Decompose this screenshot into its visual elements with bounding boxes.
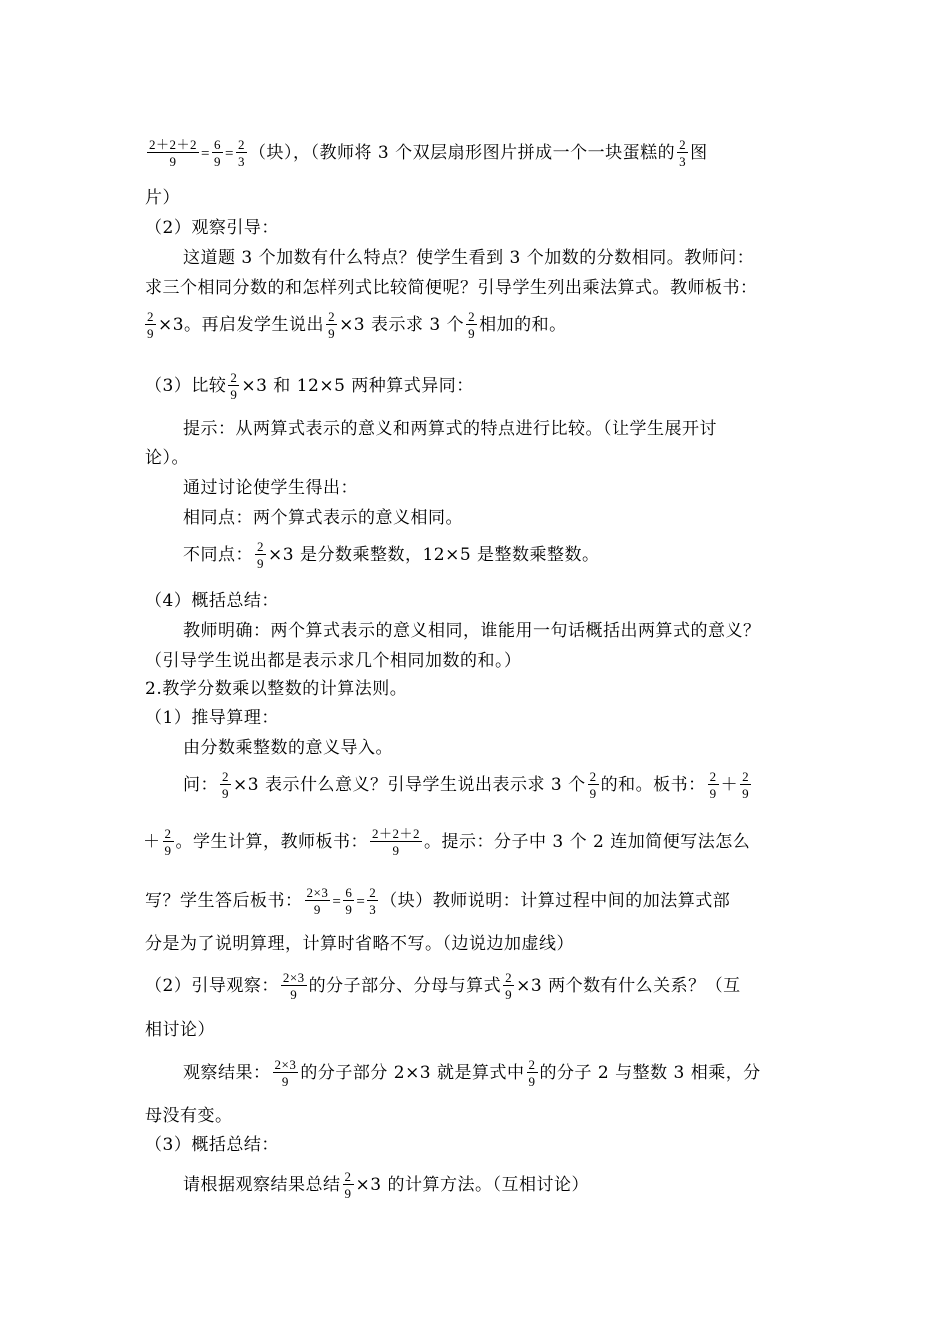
equals-sign: = [224,146,234,162]
fraction [677,138,688,169]
denominator: 9 [505,987,513,1002]
text-run: （4）概括总结： [145,591,279,611]
text-line [183,1170,589,1201]
text-run: 相同点：两个算式表示的意义相同。 [183,508,463,528]
denominator: 9 [345,902,353,917]
numerator: 2 [528,1057,536,1072]
text-run: 的分子部分、分母与算式 [308,976,502,996]
text-line [183,540,600,571]
text-run: （引导学生说出都是表示求几个相同加数的和。） [145,651,522,671]
numerator: 2 [237,137,245,152]
text-line [143,827,750,858]
denominator: 9 [709,786,717,801]
fraction [466,310,477,341]
plus-sign: ＋ [720,775,739,795]
fraction [163,827,174,858]
denominator: 9 [273,1072,299,1089]
denominator: 9 [281,985,307,1002]
denominator: 9 [742,786,750,801]
text-run: ×3 表示求 3 个 [339,315,465,335]
denominator: 9 [213,154,221,169]
text-run: ×3 和 12×5 两种算式异同： [241,376,474,396]
fraction [503,971,514,1002]
equals-sign: = [332,894,342,910]
numerator: 2 [709,769,717,784]
text-run: 不同点： [183,545,253,565]
fraction [343,886,354,917]
text-line [145,187,180,209]
numerator: 2 [468,309,476,324]
text-line [183,418,717,440]
numerator: 2 [589,769,597,784]
text-run: 的分子 2 与整数 3 相乘，分 [539,1063,761,1083]
text-line [145,886,730,917]
text-run: 论）。 [145,448,189,468]
text-run: 通过讨论使学生得出： [183,478,358,498]
text-run: 。提示：分子中 3 个 2 连加简便写法怎么 [424,832,751,852]
denominator: 3 [237,154,245,169]
plus-sign: ＋ [143,832,161,852]
text-line [183,737,393,759]
numerator: 6 [345,885,353,900]
fraction [343,1170,354,1201]
text-run: ×3 是分数乘整数，12×5 是整数乘整数。 [268,545,600,565]
text-run: 求三个相同分数的和怎样列式比较简便呢？引导学生列出乘法算式。教师板书： [145,278,758,298]
equals-sign: = [201,146,210,162]
numerator: 2 [679,137,687,152]
text-line [145,933,574,955]
denominator: 9 [468,326,476,341]
text-run: 相加的和。 [479,315,567,335]
numerator: 2 [222,769,229,784]
text-run: 提示：从两算式表示的意义和两算式的特点进行比较。（让学生展开讨 [183,419,717,439]
text-line [145,1105,233,1127]
fraction [273,1058,299,1089]
fraction [220,770,231,801]
numerator: 2 [230,370,238,385]
numerator: 2 [369,885,377,900]
numerator: 2 [505,970,513,985]
numerator: 2 [328,309,336,324]
text-run: 观察结果： [183,1063,271,1083]
fraction [367,886,378,917]
numerator: 6 [213,137,221,152]
numerator: 2 [164,826,172,841]
fraction [255,540,266,571]
denominator: 9 [222,786,229,801]
numerator: 2＋2＋2 [149,137,198,152]
text-run: ×3 的计算方法。（互相讨论） [355,1175,589,1195]
denominator: 9 [147,326,154,341]
text-line [183,620,761,642]
text-run: （2）观察引导： [145,218,279,238]
fraction [740,770,751,801]
text-run: 的分子部分 2×3 就是算式中 [300,1063,525,1083]
text-run: ×3。再启发学生说出 [158,315,325,335]
denominator: 3 [369,902,377,917]
section-heading [145,707,279,729]
text-run: （块），（教师将 3 个双层扇形图片拼成一个一块蛋糕的 [248,143,676,163]
denominator: 9 [344,1186,352,1201]
text-line [183,770,753,801]
fraction [708,770,719,801]
fraction [145,310,156,341]
text-run: （1）推导算理： [145,708,279,728]
denominator: 9 [147,152,199,169]
text-run: 2.教学分数乘以整数的计算法则。 [145,679,408,699]
text-line [145,138,708,169]
denominator: 9 [528,1074,536,1089]
denominator: 9 [305,900,331,917]
text-run: （块）教师说明：计算过程中间的加法算式部 [380,891,731,911]
text-run: 母没有变。 [145,1106,233,1126]
text-run: 写？学生答后板书： [145,891,303,911]
text-run: 片） [145,188,180,208]
section-heading [145,1134,279,1156]
fraction [281,971,307,1002]
text-run: 问： [183,775,218,795]
numerator: 2×3 [282,970,305,985]
numerator: 2＋2＋2 [372,826,421,841]
text-line [145,1019,215,1041]
text-line [143,310,567,341]
text-line [183,1058,761,1089]
fraction [370,827,422,858]
text-run: （3）比较 [145,376,227,396]
numerator: 2 [344,1169,352,1184]
denominator: 9 [370,841,422,858]
section-heading [145,217,279,239]
section-heading [145,678,407,700]
text-line [145,277,758,299]
text-run: （3）概括总结： [145,1135,279,1155]
denominator: 9 [257,556,264,571]
text-run: 这道题 3 个加数有什么特点？使学生看到 3 个加数的分数相同。教师问： [183,248,755,268]
section-heading [145,590,279,612]
fraction [527,1058,538,1089]
fraction [212,138,223,169]
text-line [145,447,189,469]
text-line [183,477,358,499]
text-run: （2）引导观察： [145,976,279,996]
fraction [305,886,331,917]
text-run: 由分数乘整数的意义导入。 [183,738,393,758]
denominator: 9 [589,786,597,801]
fraction [236,138,247,169]
denominator: 9 [328,326,336,341]
text-run: ×3 表示什么意义？引导学生说出表示求 3 个 [233,775,586,795]
numerator: 2×3 [306,885,329,900]
fraction [228,371,239,402]
numerator: 2 [257,539,264,554]
fraction [147,138,199,169]
denominator: 3 [679,154,687,169]
text-run: 分是为了说明算理，计算时省略不写。（边说边加虚线） [145,934,574,954]
text-line [183,247,754,269]
fraction [588,770,599,801]
text-run: 图 [690,143,708,163]
denominator: 9 [164,843,172,858]
numerator: 2 [742,769,750,784]
text-run: 的和。板书： [600,775,706,795]
text-run: 教师明确：两个算式表示的意义相同，谁能用一句话概括出两算式的意义？ [183,621,761,641]
text-run: 请根据观察结果总结 [183,1175,341,1195]
equals-sign: = [356,894,366,910]
text-line [145,650,522,672]
fraction [326,310,337,341]
text-line [183,507,463,529]
numerator: 2 [147,309,154,324]
text-run: 相讨论） [145,1020,215,1040]
text-run: 。学生计算，教师板书： [175,832,368,852]
text-run: ×3 两个数有什么关系？（互 [516,976,741,996]
numerator: 2×3 [274,1057,297,1072]
denominator: 9 [230,387,238,402]
section-heading [145,971,741,1002]
section-heading [145,371,474,402]
